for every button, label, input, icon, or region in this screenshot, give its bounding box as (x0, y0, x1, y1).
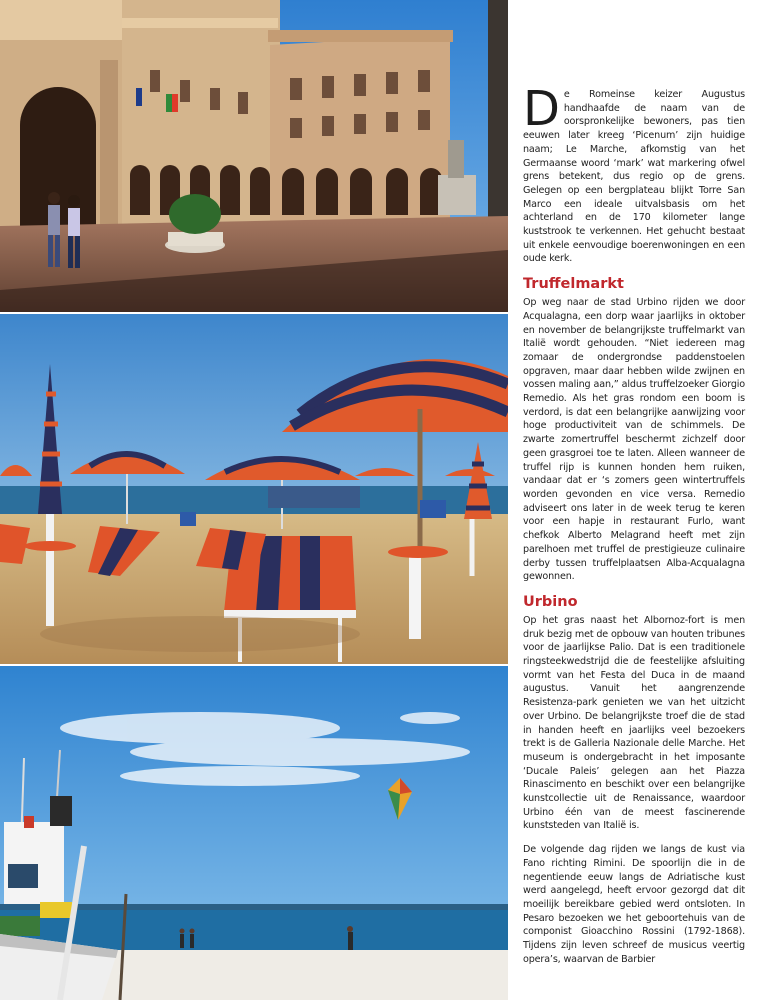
beach-umbrellas-photo (0, 314, 508, 664)
drop-cap: D (523, 81, 560, 137)
article-text (523, 81, 745, 976)
section-heading-urbino: Urbino (523, 593, 578, 610)
paragraph-truffelmarkt: Op weg naar de stad Urbino rijden we door Acqualagna, een dorp waar jaarlijks in oktober en november de belangrijkste truffelmarkt van Italië wordt gehouden. “Niet iedereen mag zomaar de ondergrondse paddenstoelen opgraven, maar daar hebben wilde zwijnen en vossen maling aan,” aldus truffelzoeker Giorgio Remedio. Als het gras rondom een boom is verdord, is dat een belangrijke aanwijzing voor hoge productiviteit van de schimmels. De zwarte zomertruffel beschermt zichzelf door geen grasgroei toe te laten. Alleen wanneer de truffel rijp is kunnen honden hem ruiken, vandaar dat er ‘s zomers geen wintertruffels worden gevonden en vice versa. Remedio adviseert ons later in de week terug te keren voor een hapje in restaurant Furlo, want chefkok Alberto Melagrand heeft met zijn parelhoen met truffel de prestigieuze culinaire derby tussen truffelplaatsen Alba-Acqualagna gewonnen. (523, 297, 745, 583)
paragraph-rimini: De volgende dag rijden we langs de kust via Fano richting Rimini. De spoorlijn die in de negentiende eeuw langs de Adriatische kust werd aangelegd, heeft ervoor gezorgd dat dit moeilijk bereikbare gebied werd ontsloten. In Pesaro bezoeken we het geboortehuis van de componist Gioacchino Rossini (1792-1868). Tijdens zijn leven schreef de musicus veertig opera’s, waarvan de Barbier (523, 844, 745, 965)
intro-text: e Romeinse keizer Augustus handhaafde de naam van de oorspronkelijke bewoners, pas tien eeuwen later kreeg ‘Picenum’ zijn huidige naam; Le Marche, afkomstig van het Germaanse woord ‘mark’ wat markering ofwel grens betekent, dus regio op de grens. Gelegen op een bergplateau blijkt Torre San Marco een ideale uitvalsbasis om het achterland en de 170 kilometer lange kuststrook te verkennen. Het gehucht bestaat uit enkele eenvoudige boerenwoningen en een oude kerk. (523, 89, 745, 265)
beach-boat-photo (0, 666, 508, 1000)
intro-paragraph (523, 81, 745, 266)
piazza-photo (0, 0, 508, 312)
section-heading-truffelmarkt: Truffelmarkt (523, 276, 624, 293)
paragraph-urbino: Op het gras naast het Albornoz-fort is men druk bezig met de opbouw van houten tribunes voor de jaarlijkse Palio. Dat is een traditionele ringsteekwedstrijd die de feestelijke afsluiting vormt van het Festa del Duca in de maand augustus. Vanuit het aangrenzende Resistenza-park genieten we van het uitzicht over Urbino. De belangrijkste troef die de stad in handen heeft en jaarlijks veel bezoekers trekt is de Galleria Nazionale delle Marche. Het museum is ondergebracht in het imposante ‘Ducale Paleis’ gelegen aan het Piazza Rinascimento en beschikt over een belangrijke kunstcollectie uit de Renaissance, waardoor Urbino één van de meest fascinerende kunststeden van Italië is. (523, 614, 745, 832)
